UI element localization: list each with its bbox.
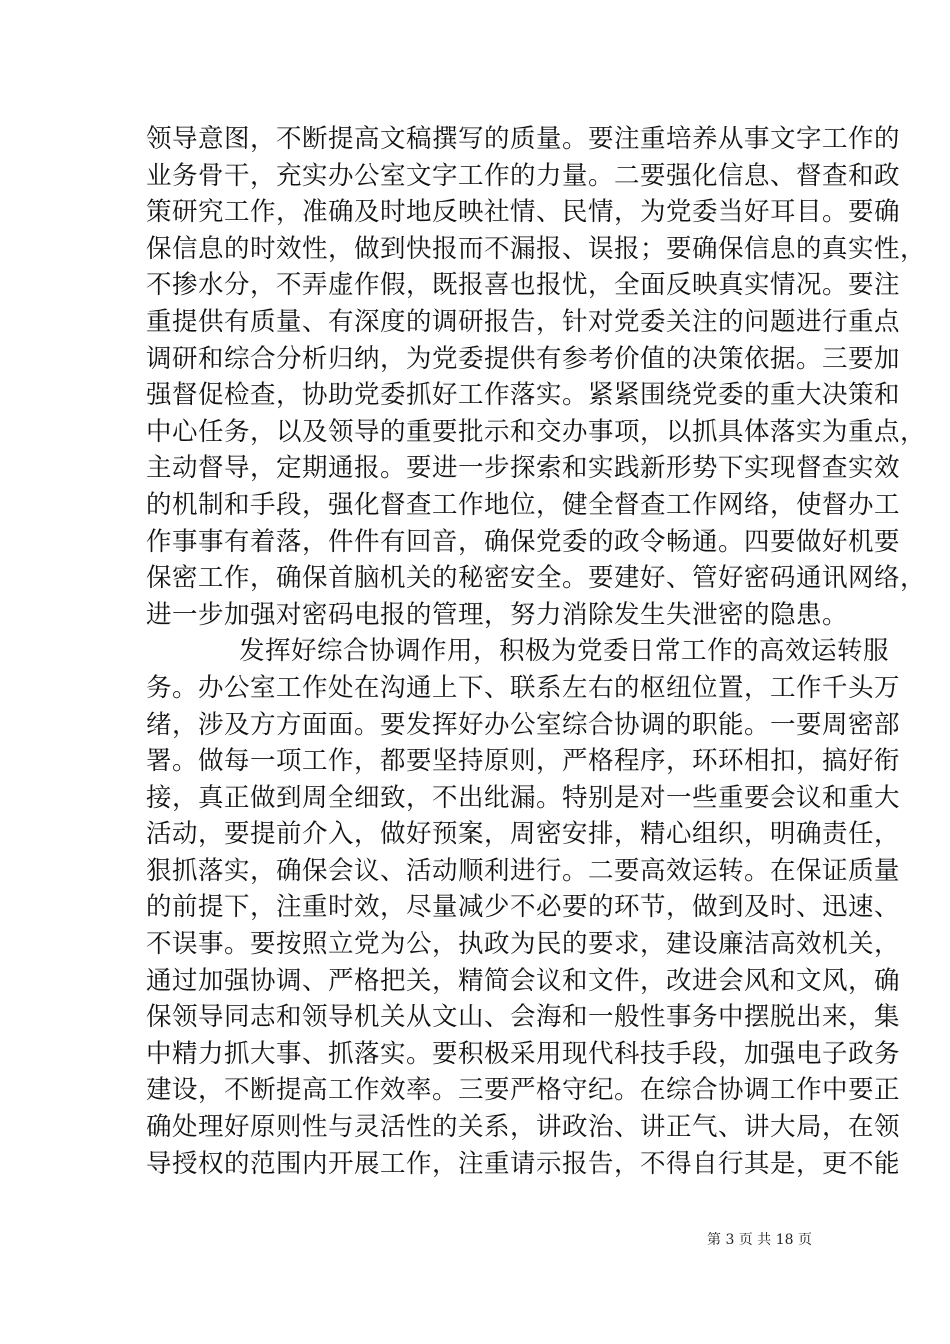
page-number: 第 3 页 共 18 页 [707, 1232, 812, 1248]
text-line: 业务骨干，充实办公室文字工作的力量。二要强化信息、督查和政 [146, 160, 901, 191]
text-line: 绪，涉及方方面面。要发挥好办公室综合协调的职能。一要周密部 [146, 709, 901, 740]
body-text [146, 121, 927, 1182]
text-line: 建设，不断提高工作效率。三要严格守纪。在综合协调工作中要正 [146, 1075, 901, 1106]
text-line: 保密工作，确保首脑机关的秘密安全。要建好、管好密码通讯网络， [146, 563, 927, 594]
text-line: 主动督导，定期通报。要进一步探索和实践新形势下实现督查实效 [146, 453, 901, 484]
text-line: 作事事有着落，件件有回音，确保党委的政令畅通。四要做好机要 [146, 526, 901, 557]
text-line: 狠抓落实，确保会议、活动顺利进行。二要高效运转。在保证质量 [146, 855, 901, 886]
text-line: 的机制和手段，强化督查工作地位，健全督查工作网络，使督办工 [146, 489, 901, 520]
text-line: 接，真正做到周全细致，不出纰漏。特别是对一些重要会议和重大 [146, 782, 901, 813]
text-line: 领导意图，不断提高文稿撰写的质量。要注重培养从事文字工作的 [146, 124, 901, 154]
text-line: 策研究工作，准确及时地反映社情、民情，为党委当好耳目。要确 [146, 197, 901, 228]
text-line: 确处理好原则性与灵活性的关系，讲政治、讲正气、讲大局，在领 [146, 1112, 901, 1143]
text-line: 重提供有质量、有深度的调研报告，针对党委关注的问题进行重点 [146, 306, 901, 337]
paragraph-start-line: 发挥好综合协调作用，积极为党委日常工作的高效运转服 [239, 636, 890, 667]
text-line: 保领导同志和领导机关从文山、会海和一般性事务中摆脱出来，集 [146, 1002, 901, 1033]
text-line: 的前提下，注重时效，尽量减少不必要的环节，做到及时、迅速、 [146, 892, 901, 923]
text-line: 署。做每一项工作，都要坚持原则，严格程序，环环相扣，搞好衔 [146, 746, 901, 777]
text-line: 通过加强协调、严格把关，精简会议和文件，改进会风和文风，确 [146, 965, 901, 996]
text-line: 强督促检查，协助党委抓好工作落实。紧紧围绕党委的重大决策和 [146, 380, 901, 411]
text-line: 保信息的时效性，做到快报而不漏报、误报；要确保信息的真实性， [146, 233, 927, 264]
text-line: 不误事。要按照立党为公，执政为民的要求，建设廉洁高效机关， [146, 929, 901, 960]
text-line: 进一步加强对密码电报的管理，努力消除发生失泄密的隐患。 [146, 599, 849, 630]
text-line: 调研和综合分析归纳，为党委提供有参考价值的决策依据。三要加 [146, 343, 901, 374]
text-line: 务。办公室工作处在沟通上下、联系左右的枢纽位置，工作千头万 [146, 672, 901, 703]
text-line: 中心任务，以及领导的重要批示和交办事项，以抓具体落实为重点， [146, 416, 927, 447]
text-line: 不掺水分，不弄虚作假，既报喜也报忧，全面反映真实情况。要注 [146, 270, 901, 301]
text-line: 导授权的范围内开展工作，注重请示报告，不得自行其是，更不能 [146, 1148, 901, 1179]
text-line: 中精力抓大事、抓落实。要积极采用现代科技手段，加强电子政务 [146, 1038, 901, 1069]
text-line: 活动，要提前介入，做好预案，周密安排，精心组织，明确责任， [146, 819, 901, 850]
